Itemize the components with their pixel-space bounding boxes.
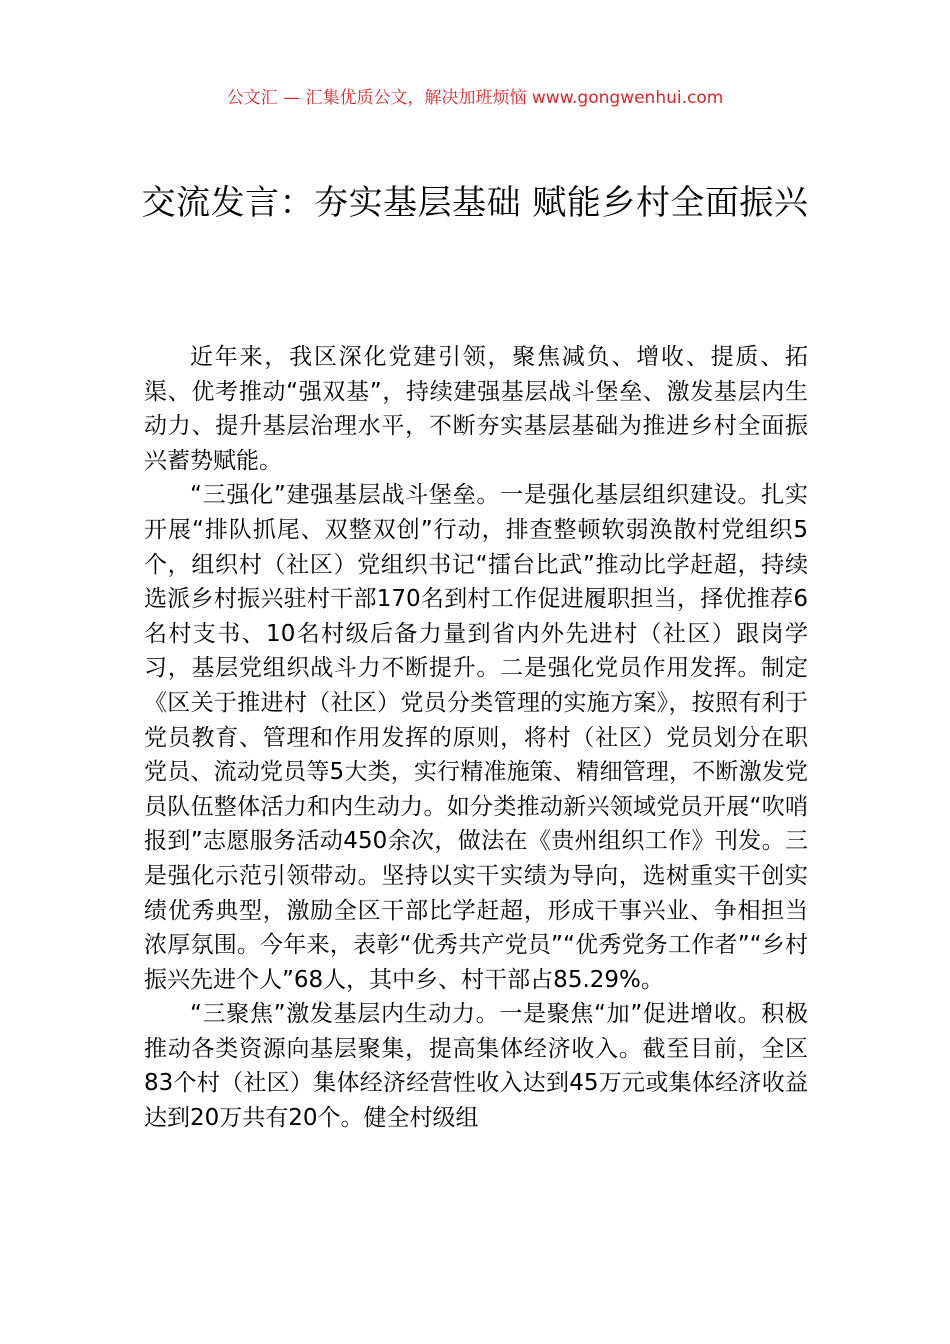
paragraph: 近年来，我区深化党建引领，聚焦减负、增收、提质、拓渠、优考推动“强双基”，持续建强基层战斗堡垒、激发基层内生动力、提升基层治理水平，不断夯实基层基础为推进乡村全面振兴蓄势赋能。 (144, 344, 808, 474)
document-body (144, 340, 808, 1136)
paragraph: “三聚焦”激发基层内生动力。一是聚焦“加”促进增收。积极推动各类资源向基层聚集，提高集体经济收入。截至目前，全区83个村（社区）集体经济经营性收入达到45万元或集体经济收益达到20万共有20个。健全村级组 (144, 1001, 808, 1132)
header-banner: 公文汇 — 汇集优质公文，解决加班烦恼 www.gongwenhui.com (226, 88, 724, 108)
paragraph: “三强化”建强基层战斗堡垒。一是强化基层组织建设。扎实开展“排队抓尾、双整双创”行动，排查整顿软弱涣散村党组织5个，组织村（社区）党组织书记“擂台比武”推动比学赶超，持续选派乡村振兴驻村干部170名到村工作促进履职担当，择优推荐6名村支书、10名村级后备力量到省内外先进村（社区）跟岗学习，基层党组织战斗力不断提升。二是强化党员作用发挥。制定《区关于推进村（社区）党员分类管理的实施方案》，按照有利于党员教育、管理和作用发挥的原则，将村（社区）党员划分在职党员、流动党员等5大类，实行精准施策、精细管理，不断激发党员队伍整体活力和内生动力。如分类推动新兴领域党员开展“吹哨报到”志愿服务活动450余次，做法在《贵州组织工作》刊发。三是强化示范引领带动。坚持以实干实绩为导向，选树重实干创实绩优秀典型，激励全区干部比学赶超，形成干事兴业、争相担当浓厚氛围。今年来，表彰“优秀共产党员”“优秀党务工作者”“乡村振兴先进个人”68人，其中乡、村干部占85.29%。 (144, 482, 808, 993)
document-title: 交流发言：夯实基层基础 赋能乡村全面振兴 (141, 183, 809, 223)
